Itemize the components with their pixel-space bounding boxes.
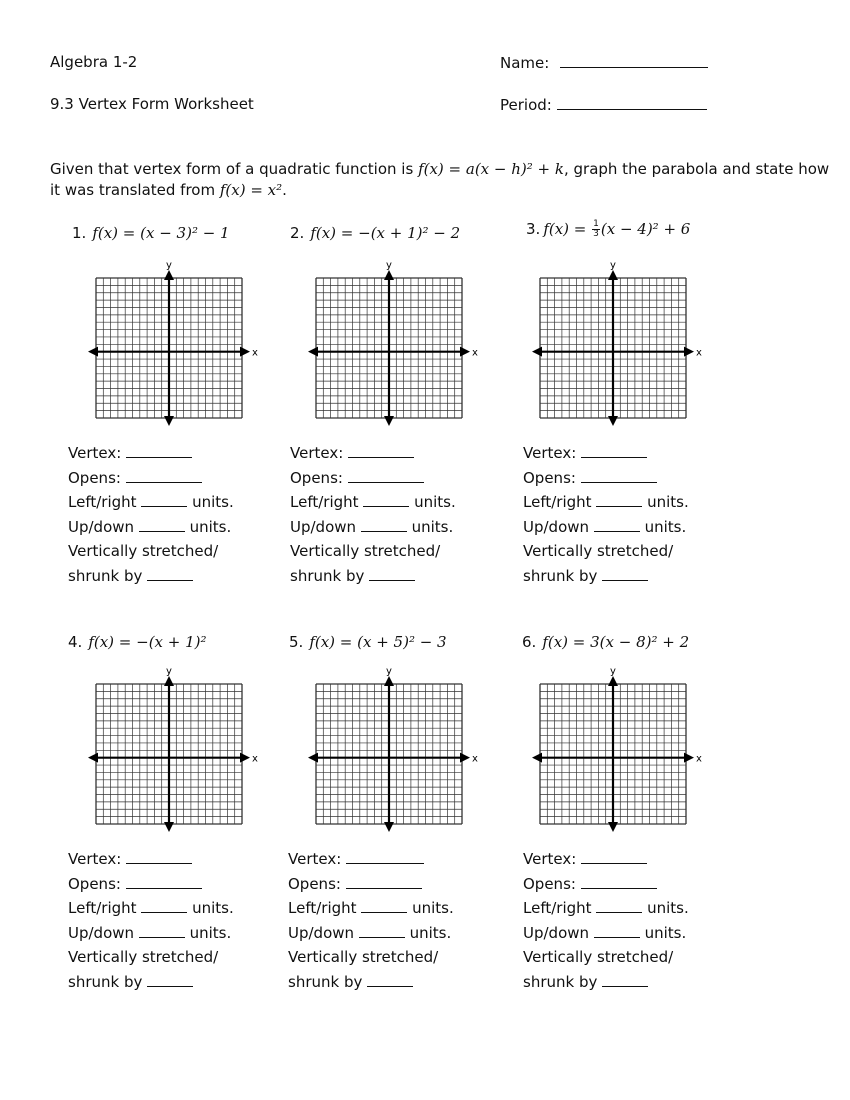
problem-6-heading: 6. f(x) = 3(x − 8)² + 2	[522, 633, 690, 651]
coordinate-grid-2[interactable]	[308, 260, 478, 410]
leftright-blank[interactable]	[141, 898, 187, 913]
shrunk-row: shrunk by	[290, 564, 456, 589]
x-axis-left-arrow-icon	[532, 347, 542, 357]
y-axis-label: y	[386, 666, 392, 677]
x-axis-left-arrow-icon	[88, 347, 98, 357]
shrunk-row: shrunk by	[68, 564, 234, 589]
vertex-row: Vertex:	[523, 847, 689, 872]
x-axis-left-arrow-icon	[88, 753, 98, 763]
answers-6	[523, 847, 689, 994]
vertex-blank[interactable]	[126, 849, 192, 864]
updown-row: Up/down units.	[288, 923, 452, 942]
shrunk-blank[interactable]	[602, 972, 648, 987]
answers-1	[68, 441, 234, 588]
opens-blank[interactable]	[348, 468, 424, 483]
updown-row: Up/down units.	[68, 923, 232, 942]
vertex-blank[interactable]	[346, 849, 424, 864]
coordinate-grid-6[interactable]	[532, 666, 702, 816]
leftright-row: Left/right units.	[68, 899, 234, 917]
opens-row: Opens:	[523, 466, 689, 491]
y-axis-label: y	[610, 666, 616, 677]
leftright-row: Left/right units.	[523, 899, 689, 917]
parent-function: f(x) = x²	[219, 181, 283, 199]
leftright-blank[interactable]	[596, 492, 642, 507]
y-axis-up-arrow-icon	[608, 270, 618, 280]
y-axis-down-arrow-icon	[164, 822, 174, 832]
answers-3	[523, 441, 689, 588]
updown-blank[interactable]	[594, 517, 640, 532]
opens-row: Opens:	[68, 466, 234, 491]
stretched-row: Vertically stretched/	[68, 948, 219, 966]
y-axis-up-arrow-icon	[608, 676, 618, 686]
x-axis-left-arrow-icon	[308, 347, 318, 357]
x-axis-right-arrow-icon	[460, 347, 470, 357]
x-axis-label: x	[252, 347, 258, 359]
answers-5	[288, 847, 454, 994]
leftright-blank[interactable]	[141, 492, 187, 507]
leftright-blank[interactable]	[363, 492, 409, 507]
answers-4	[68, 847, 234, 994]
y-axis-label: y	[386, 260, 392, 271]
period-label: Period:	[500, 96, 552, 114]
leftright-blank[interactable]	[596, 898, 642, 913]
vertex-blank[interactable]	[348, 443, 414, 458]
y-axis-down-arrow-icon	[608, 822, 618, 832]
shrunk-row: shrunk by	[523, 970, 689, 995]
opens-blank[interactable]	[126, 468, 202, 483]
y-axis-down-arrow-icon	[384, 822, 394, 832]
y-axis-down-arrow-icon	[164, 416, 174, 426]
coordinate-grid-4[interactable]	[88, 666, 258, 816]
vertex-blank[interactable]	[581, 443, 647, 458]
coordinate-grid-5[interactable]	[308, 666, 478, 816]
stretched-row: Vertically stretched/	[523, 542, 674, 560]
instructions-line-1: Given that vertex form of a quadratic function is f(x) = a(x − h)² + k, graph the parabola and state how	[50, 160, 830, 178]
opens-blank[interactable]	[126, 874, 202, 889]
instructions-line-2: it was translated from f(x) = x².	[50, 181, 287, 199]
name-field[interactable]	[500, 53, 708, 72]
period-field[interactable]	[500, 95, 707, 114]
problem-1-heading: 1. f(x) = (x − 3)² − 1	[72, 224, 230, 242]
vertex-blank[interactable]	[581, 849, 647, 864]
fraction-one-third: $\frac{1}{3}$	[593, 219, 599, 239]
worksheet-title: 9.3 Vertex Form Worksheet	[50, 95, 254, 113]
y-axis-down-arrow-icon	[608, 416, 618, 426]
x-axis-right-arrow-icon	[460, 753, 470, 763]
opens-blank[interactable]	[581, 874, 657, 889]
y-axis-up-arrow-icon	[384, 676, 394, 686]
y-axis-up-arrow-icon	[164, 676, 174, 686]
opens-blank[interactable]	[346, 874, 422, 889]
shrunk-blank[interactable]	[602, 566, 648, 581]
coordinate-grid-3[interactable]	[532, 260, 702, 410]
stretched-row: Vertically stretched/	[523, 948, 674, 966]
shrunk-blank[interactable]	[147, 972, 193, 987]
leftright-row: Left/right units.	[68, 493, 234, 511]
x-axis-left-arrow-icon	[308, 753, 318, 763]
x-axis-right-arrow-icon	[240, 753, 250, 763]
shrunk-row: shrunk by	[523, 564, 689, 589]
updown-blank[interactable]	[139, 923, 185, 938]
name-label: Name:	[500, 54, 550, 72]
instructions	[50, 159, 829, 201]
problem-4-heading: 4. f(x) = −(x + 1)²	[68, 633, 207, 651]
x-axis-right-arrow-icon	[684, 753, 694, 763]
opens-blank[interactable]	[581, 468, 657, 483]
updown-blank[interactable]	[139, 517, 185, 532]
opens-row: Opens:	[68, 872, 234, 897]
problem-3-heading: 3. f(x) = $\frac{1}{3}$ (x − 4)² + 6	[526, 219, 691, 239]
x-axis-label: x	[696, 753, 702, 765]
updown-row: Up/down units.	[523, 923, 687, 942]
x-axis-right-arrow-icon	[240, 347, 250, 357]
updown-blank[interactable]	[359, 923, 405, 938]
name-blank[interactable]	[560, 53, 708, 68]
y-axis-label: y	[166, 666, 172, 677]
vertex-row: Vertex:	[68, 441, 234, 466]
x-axis-label: x	[472, 347, 478, 359]
vertex-row: Vertex:	[68, 847, 234, 872]
stretched-row: Vertically stretched/	[68, 542, 219, 560]
stretched-row: Vertically stretched/	[290, 542, 441, 560]
opens-row: Opens:	[523, 872, 689, 897]
updown-blank[interactable]	[594, 923, 640, 938]
shrunk-blank[interactable]	[147, 566, 193, 581]
y-axis-up-arrow-icon	[384, 270, 394, 280]
stretched-row: Vertically stretched/	[288, 948, 439, 966]
y-axis-label: y	[610, 260, 616, 271]
updown-blank[interactable]	[361, 517, 407, 532]
updown-row: Up/down units.	[290, 517, 454, 536]
x-axis-label: x	[252, 753, 258, 765]
period-blank[interactable]	[557, 95, 707, 110]
x-axis-left-arrow-icon	[532, 753, 542, 763]
leftright-row: Left/right units.	[290, 493, 456, 511]
shrunk-row: shrunk by	[288, 970, 454, 995]
updown-row: Up/down units.	[68, 517, 232, 536]
leftright-row: Left/right units.	[288, 899, 454, 917]
leftright-blank[interactable]	[361, 898, 407, 913]
opens-row: Opens:	[290, 466, 456, 491]
x-axis-label: x	[472, 753, 478, 765]
problem-2-heading: 2. f(x) = −(x + 1)² − 2	[290, 224, 461, 242]
vertex-row: Vertex:	[290, 441, 456, 466]
shrunk-blank[interactable]	[367, 972, 413, 987]
leftright-row: Left/right units.	[523, 493, 689, 511]
y-axis-label: y	[166, 260, 172, 271]
vertex-blank[interactable]	[126, 443, 192, 458]
x-axis-right-arrow-icon	[684, 347, 694, 357]
y-axis-up-arrow-icon	[164, 270, 174, 280]
shrunk-blank[interactable]	[369, 566, 415, 581]
vertex-row: Vertex:	[288, 847, 454, 872]
problem-5-heading: 5. f(x) = (x + 5)² − 3	[289, 633, 447, 651]
updown-row: Up/down units.	[523, 517, 687, 536]
opens-row: Opens:	[288, 872, 454, 897]
shrunk-row: shrunk by	[68, 970, 234, 995]
y-axis-down-arrow-icon	[384, 416, 394, 426]
x-axis-label: x	[696, 347, 702, 359]
course-title: Algebra 1-2	[50, 53, 138, 71]
vertex-row: Vertex:	[523, 441, 689, 466]
coordinate-grid-1[interactable]	[88, 260, 258, 410]
answers-2	[290, 441, 456, 588]
vertex-form-equation: f(x) = a(x − h)² + k	[418, 160, 564, 178]
